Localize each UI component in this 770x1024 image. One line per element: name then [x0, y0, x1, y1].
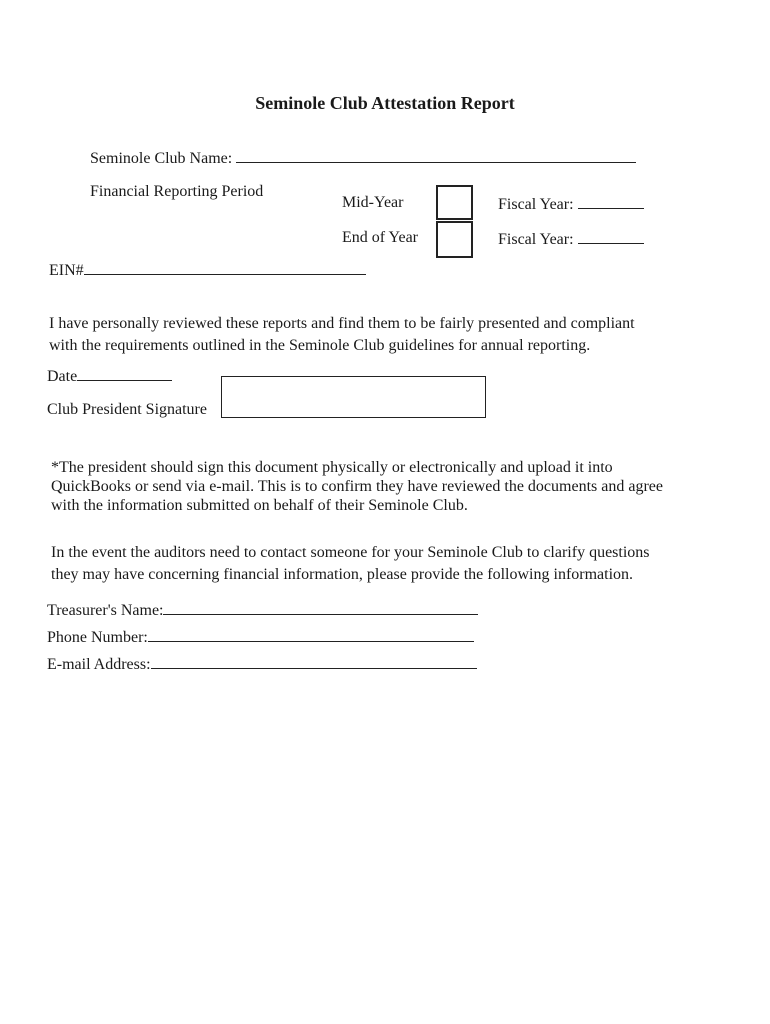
mid-year-fiscal-label: Fiscal Year: — [498, 196, 578, 213]
contact-intro-line: they may have concerning financial information, please provide the following information. — [51, 566, 634, 583]
contact-intro-line: In the event the auditors need to contact someone for your Seminole Club to clarify questions — [51, 544, 650, 561]
page-title: Seminole Club Attestation Report — [255, 93, 515, 113]
reporting-period-label: Financial Reporting Period — [90, 183, 264, 200]
end-of-year-label: End of Year — [342, 229, 418, 246]
ein-row — [49, 260, 366, 280]
note-line: with the information submitted on behalf of their Seminole Club. — [51, 497, 468, 514]
club-name-label: Seminole Club Name: — [90, 150, 237, 167]
statement-line: with the requirements outlined in the Seminole Club guidelines for annual reporting. — [49, 337, 591, 354]
date-row — [47, 366, 172, 386]
statement-line: I have personally reviewed these reports and find them to be fairly presented and compliant — [49, 315, 635, 332]
note-paragraph — [51, 458, 663, 515]
mid-year-fiscal-field[interactable] — [578, 194, 644, 209]
club-name-field[interactable] — [236, 148, 636, 163]
email-field[interactable] — [151, 654, 477, 669]
date-field[interactable] — [77, 366, 172, 381]
statement-paragraph — [49, 313, 635, 357]
club-name-row — [90, 148, 636, 168]
email-label: E-mail Address: — [47, 656, 151, 673]
email-row — [47, 654, 477, 674]
ein-field[interactable] — [84, 260, 366, 275]
mid-year-label: Mid-Year — [342, 194, 404, 211]
ein-label: EIN# — [49, 262, 84, 279]
treasurer-row — [47, 600, 478, 620]
signature-box[interactable] — [221, 376, 486, 418]
date-label: Date — [47, 368, 78, 385]
mid-year-fiscal-row — [498, 194, 644, 214]
treasurer-field[interactable] — [163, 600, 478, 615]
end-of-year-fiscal-label: Fiscal Year: — [498, 231, 578, 248]
phone-label: Phone Number: — [47, 629, 148, 646]
end-of-year-fiscal-row — [498, 229, 644, 249]
contact-intro-paragraph — [51, 542, 650, 586]
phone-field[interactable] — [148, 627, 474, 642]
note-line: *The president should sign this document physically or electronically and upload it into — [51, 459, 613, 476]
end-of-year-checkbox[interactable] — [436, 221, 473, 258]
phone-row — [47, 627, 474, 647]
mid-year-checkbox[interactable] — [436, 185, 473, 220]
treasurer-label: Treasurer's Name: — [47, 602, 164, 619]
note-line: QuickBooks or send via e-mail. This is to confirm they have reviewed the documents and agree — [51, 478, 663, 495]
signature-label: Club President Signature — [47, 401, 207, 418]
end-of-year-fiscal-field[interactable] — [578, 229, 644, 244]
